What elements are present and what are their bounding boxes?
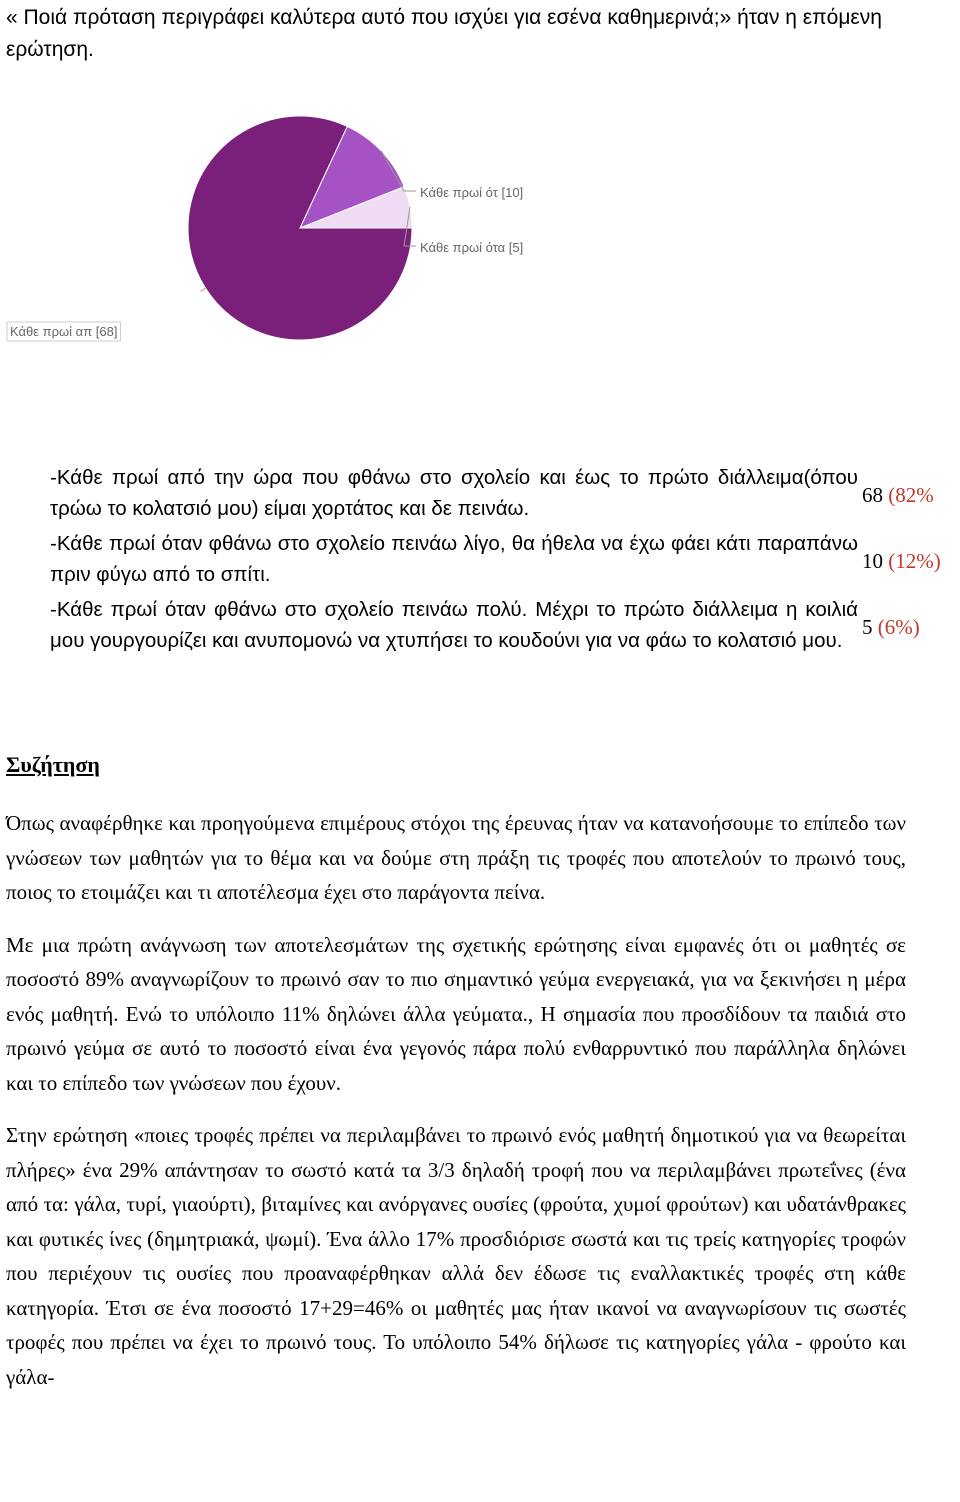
answer-percent: (82% xyxy=(888,482,934,507)
answer-text: -Κάθε πρωί όταν φθάνω στο σχολείο πεινάω πολύ. Μέχρι το πρώτο διάλλειμα η κοιλιά μου γουργουρίζει και ανυπομονώ να χτυπήσει το κουδούνι για να φάω το κολατσιό μου. xyxy=(50,598,858,652)
answer-result xyxy=(858,462,960,528)
table-row xyxy=(50,462,960,528)
answer-count: 5 xyxy=(862,614,873,639)
body-text xyxy=(6,806,906,1412)
intro-text: « Ποιά πρόταση περιγράφει καλύτερα αυτό που ισχύει για εσένα καθημερινά;» ήταν η επόμενη ερώτηση. xyxy=(6,6,882,61)
table-row xyxy=(50,528,960,594)
paragraph: Με μια πρώτη ανάγνωση των αποτελεσμάτων της σχετικής ερώτησης είναι εμφανές ότι οι μαθητές σε ποσοστό 89% αναγνωρίζουν το πρωινό σαν το πιο σημαντικό γεύμα ενεργειακά, για να ξεκινήσει η μέρα ενός μαθητή. Ενώ το υπόλοιπο 11% δηλώνει άλλα γεύματα., Η σημασία που προσδίδουν τα παιδιά στο πρωινό γεύμα σε αυτό το ποσοστό είναι ένα γεγονός πάρα πολύ ενθαρρυντικό που παράλληλα δηλώνει και το επίπεδο των γνώσεων που έχουν. xyxy=(6,932,906,1095)
paragraph: Στην ερώτηση «ποιες τροφές πρέπει να περιλαμβάνει το πρωινό ενός μαθητή δημοτικού για να θεωρείται πλήρες» ένα 29% απάντησαν το σωστό κατά τα 3/3 δηλαδή τροφή που να περιλαμβάνει πρωτεΐνες (ένα από τα: γάλα, τυρί, γιαούρτι), βιταμίνες και ανόργανες ουσίες (φρούτα, χυμοί φρούτων) και υδατάνθρακες και φυτικές ίνες (δημητριακά, ψωμί). Ένα άλλο 17% προσδιόρισε σωστά και τις τρείς κατηγορίες τροφών που περιέχουν τις ουσίες που προαναφέρθηκαν αλλά δεν έδωσε τις εναλλακτικές τροφές στη κάθε κατηγορία. Έτσι σε ένα ποσοστό 17+29=46% οι μαθητές μας ήταν ικανοί να αναγνωρίσουν τις σωστές τροφές που πρέπει να έχει το πρωινό τους. Το υπόλοιπο 54% δήλωσε τις κατηγορίες γάλα - φρούτο και γάλα- xyxy=(6,1123,906,1389)
answer-text: -Κάθε πρωί από την ώρα που φθάνω στο σχολείο και έως το πρώτο διάλλειμα(όπου τρώω το κολατσιό μου) είμαι χορτάτος και δε πεινάω. xyxy=(50,466,858,520)
pie-slice-label: Κάθε πρωί ότ [10] xyxy=(420,185,524,200)
answer-count: 68 xyxy=(862,482,883,507)
pie-slice-label: Κάθε πρωί απ [68] xyxy=(10,324,118,339)
answer-result xyxy=(858,528,960,594)
pie-chart xyxy=(0,140,524,370)
answer-result xyxy=(858,594,960,660)
paragraph: Όπως αναφέρθηκε και προηγούμενα επιμέρους στόχοι της έρευνας ήταν να κατανοήσουμε το επίπεδο των γνώσεων των μαθητών για το θέμα και να δούμε στη πράξη τις τροφές που αποτελούν το πρωινό τους, ποιος το ετοιμάζει και τι αποτέλεσμα έχει στο παράγοντα πείνα. xyxy=(6,811,906,904)
pie-slice-label: Κάθε πρωί ότα [5] xyxy=(420,240,524,255)
answer-percent: (12%) xyxy=(888,548,941,573)
section-heading: Συζήτηση xyxy=(6,752,100,777)
table-row xyxy=(50,594,960,660)
survey-results-table xyxy=(50,462,960,660)
answer-count: 10 xyxy=(862,548,883,573)
answer-percent: (6%) xyxy=(877,614,920,639)
answer-text: -Κάθε πρωί όταν φθάνω στο σχολείο πεινάω λίγο, θα ήθελα να έχω φάει κάτι παραπάνω πριν φύγω από το σπίτι. xyxy=(50,532,858,586)
pie-leader-line xyxy=(201,288,206,291)
